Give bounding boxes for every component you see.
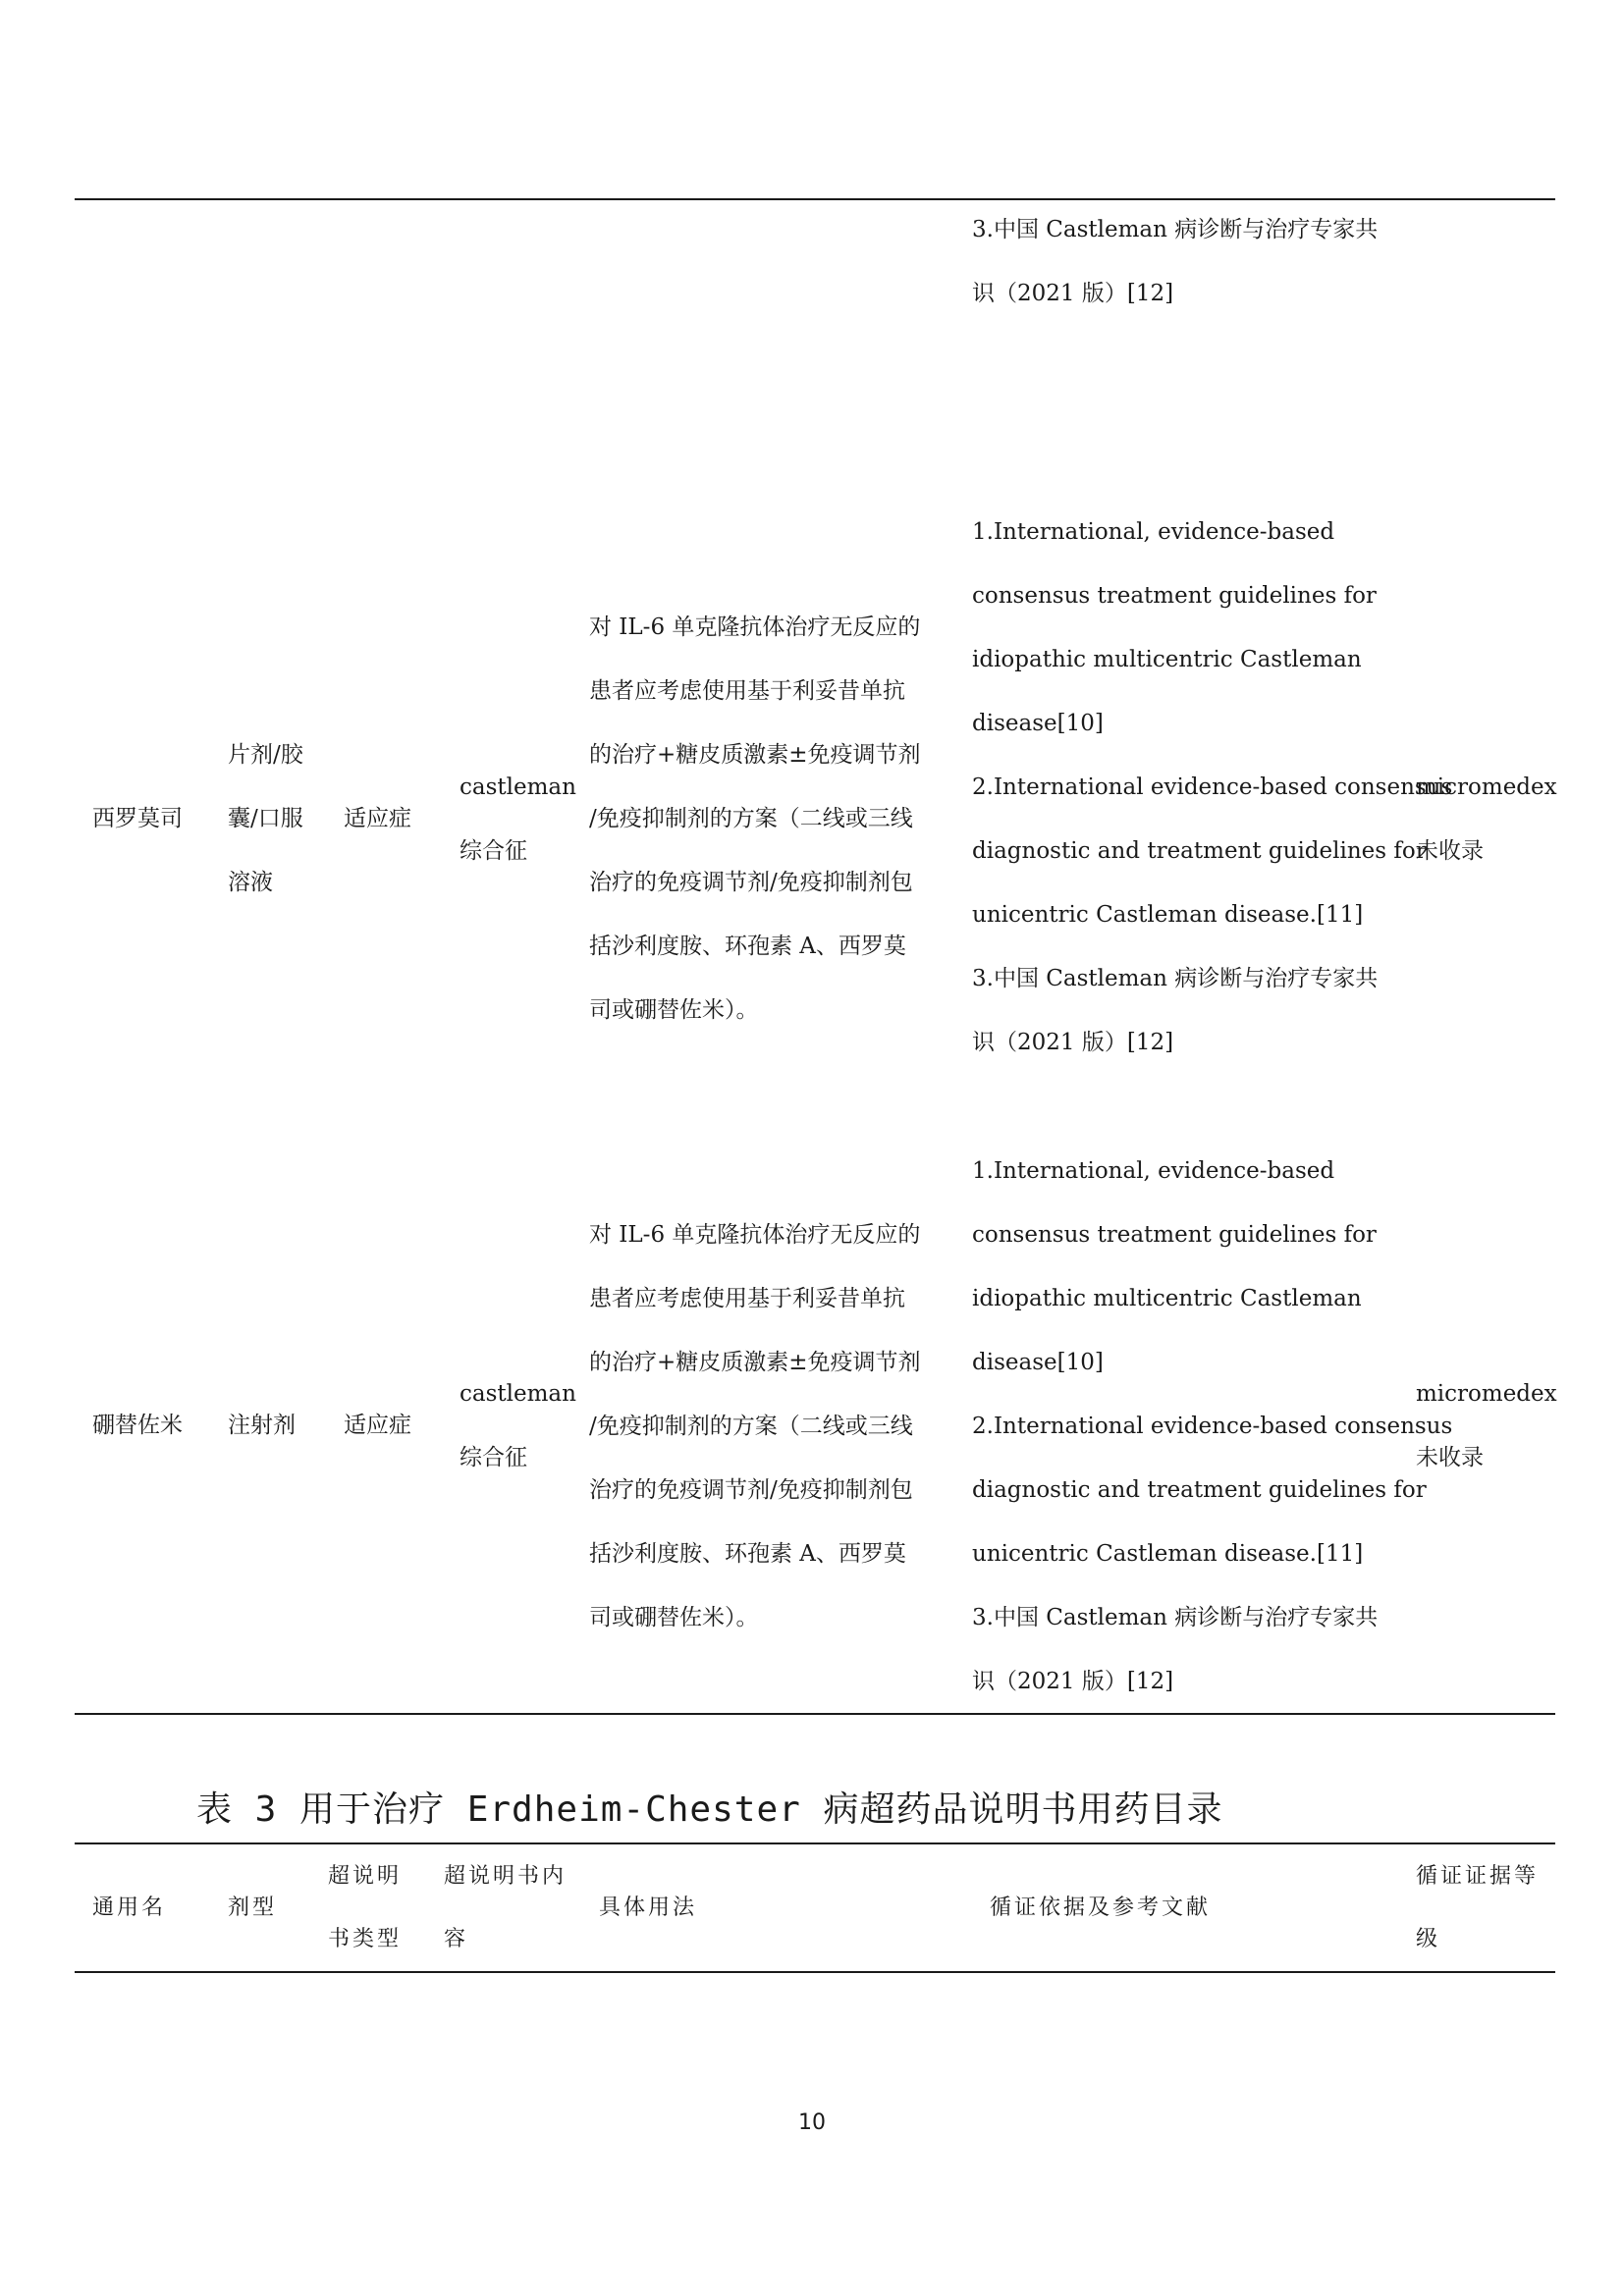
header-usage: 具体用法 bbox=[599, 1896, 698, 1920]
dosage-form-cell: 注射剂 bbox=[228, 1413, 296, 1438]
header-generic-name: 通用名 bbox=[92, 1896, 167, 1920]
generic-name-cell: 硼替佐米 bbox=[92, 1413, 183, 1438]
evidence-line: 3.中国 Castleman 病诊断与治疗专家共 bbox=[972, 217, 1379, 242]
header-dosage-form: 剂型 bbox=[228, 1896, 278, 1920]
evidence-level-cell: micromedex 未收录 bbox=[1416, 1381, 1557, 1470]
generic-name-cell: 西罗莫司 bbox=[92, 806, 183, 831]
off-label-content-cell: castleman 综合征 bbox=[460, 1381, 576, 1470]
header-off-label-content: 超说明书内 容 bbox=[444, 1864, 568, 1951]
off-label-type-cell: 适应症 bbox=[344, 1413, 411, 1438]
evidence-level-cell: micromedex 未收录 bbox=[1416, 774, 1557, 864]
header-evidence-level: 循证证据等 级 bbox=[1416, 1864, 1540, 1951]
off-label-content-cell: castleman 综合征 bbox=[460, 774, 576, 864]
evidence-cell: 1.International, evidence-based consensus treatment guidelines for idiopathic multicentric Castleman disease[10] 2.International evidence-based consensus diagnostic and treatment guidelines for unicentric Castleman disease.[11] 3.中国 Castleman 病诊断与治疗专家共 识（2021 版）[12] bbox=[972, 1158, 1453, 1694]
evidence-cell: 1.International, evidence-based consensus treatment guidelines for idiopathic multicentric Castleman disease[10] 2.International evidence-based consensus diagnostic and treatment guidelines for unicentric Castleman disease.[11] 3.中国 Castleman 病诊断与治疗专家共 识（2021 版）[12] bbox=[972, 519, 1453, 1055]
evidence-line: 识（2021 版）[12] bbox=[972, 281, 1174, 306]
page-number: 10 bbox=[798, 2110, 826, 2135]
dosage-form-cell: 片剂/胶 囊/口服 溶液 bbox=[228, 742, 303, 895]
usage-cell: 对 IL-6 单克隆抗体治疗无反应的 患者应考虑使用基于利妥昔单抗 的治疗+糖皮质激素±免疫调节剂 /免疫抑制剂的方案（二线或三线 治疗的免疫调节剂/免疫抑制剂包 括沙利度胺、环孢素 A、西罗莫 司或硼替佐米）。 bbox=[589, 614, 921, 1023]
table3-top-rule bbox=[75, 1842, 1555, 1844]
off-label-type-cell: 适应症 bbox=[344, 806, 411, 831]
header-evidence: 循证依据及参考文献 bbox=[990, 1896, 1212, 1920]
header-off-label-type: 超说明 书类型 bbox=[328, 1864, 403, 1951]
continuation-evidence-cell bbox=[972, 198, 1378, 326]
table3-caption: 表 3 用于治疗 Erdheim-Chester 病超药品说明书用药目录 bbox=[196, 1789, 1223, 1830]
usage-cell: 对 IL-6 单克隆抗体治疗无反应的 患者应考虑使用基于利妥昔单抗 的治疗+糖皮质激素±免疫调节剂 /免疫抑制剂的方案（二线或三线 治疗的免疫调节剂/免疫抑制剂包 括沙利度胺、环孢素 A、西罗莫 司或硼替佐米）。 bbox=[589, 1222, 921, 1630]
table3-header-rule bbox=[75, 1971, 1555, 1973]
table-bottom-rule bbox=[75, 1713, 1555, 1715]
